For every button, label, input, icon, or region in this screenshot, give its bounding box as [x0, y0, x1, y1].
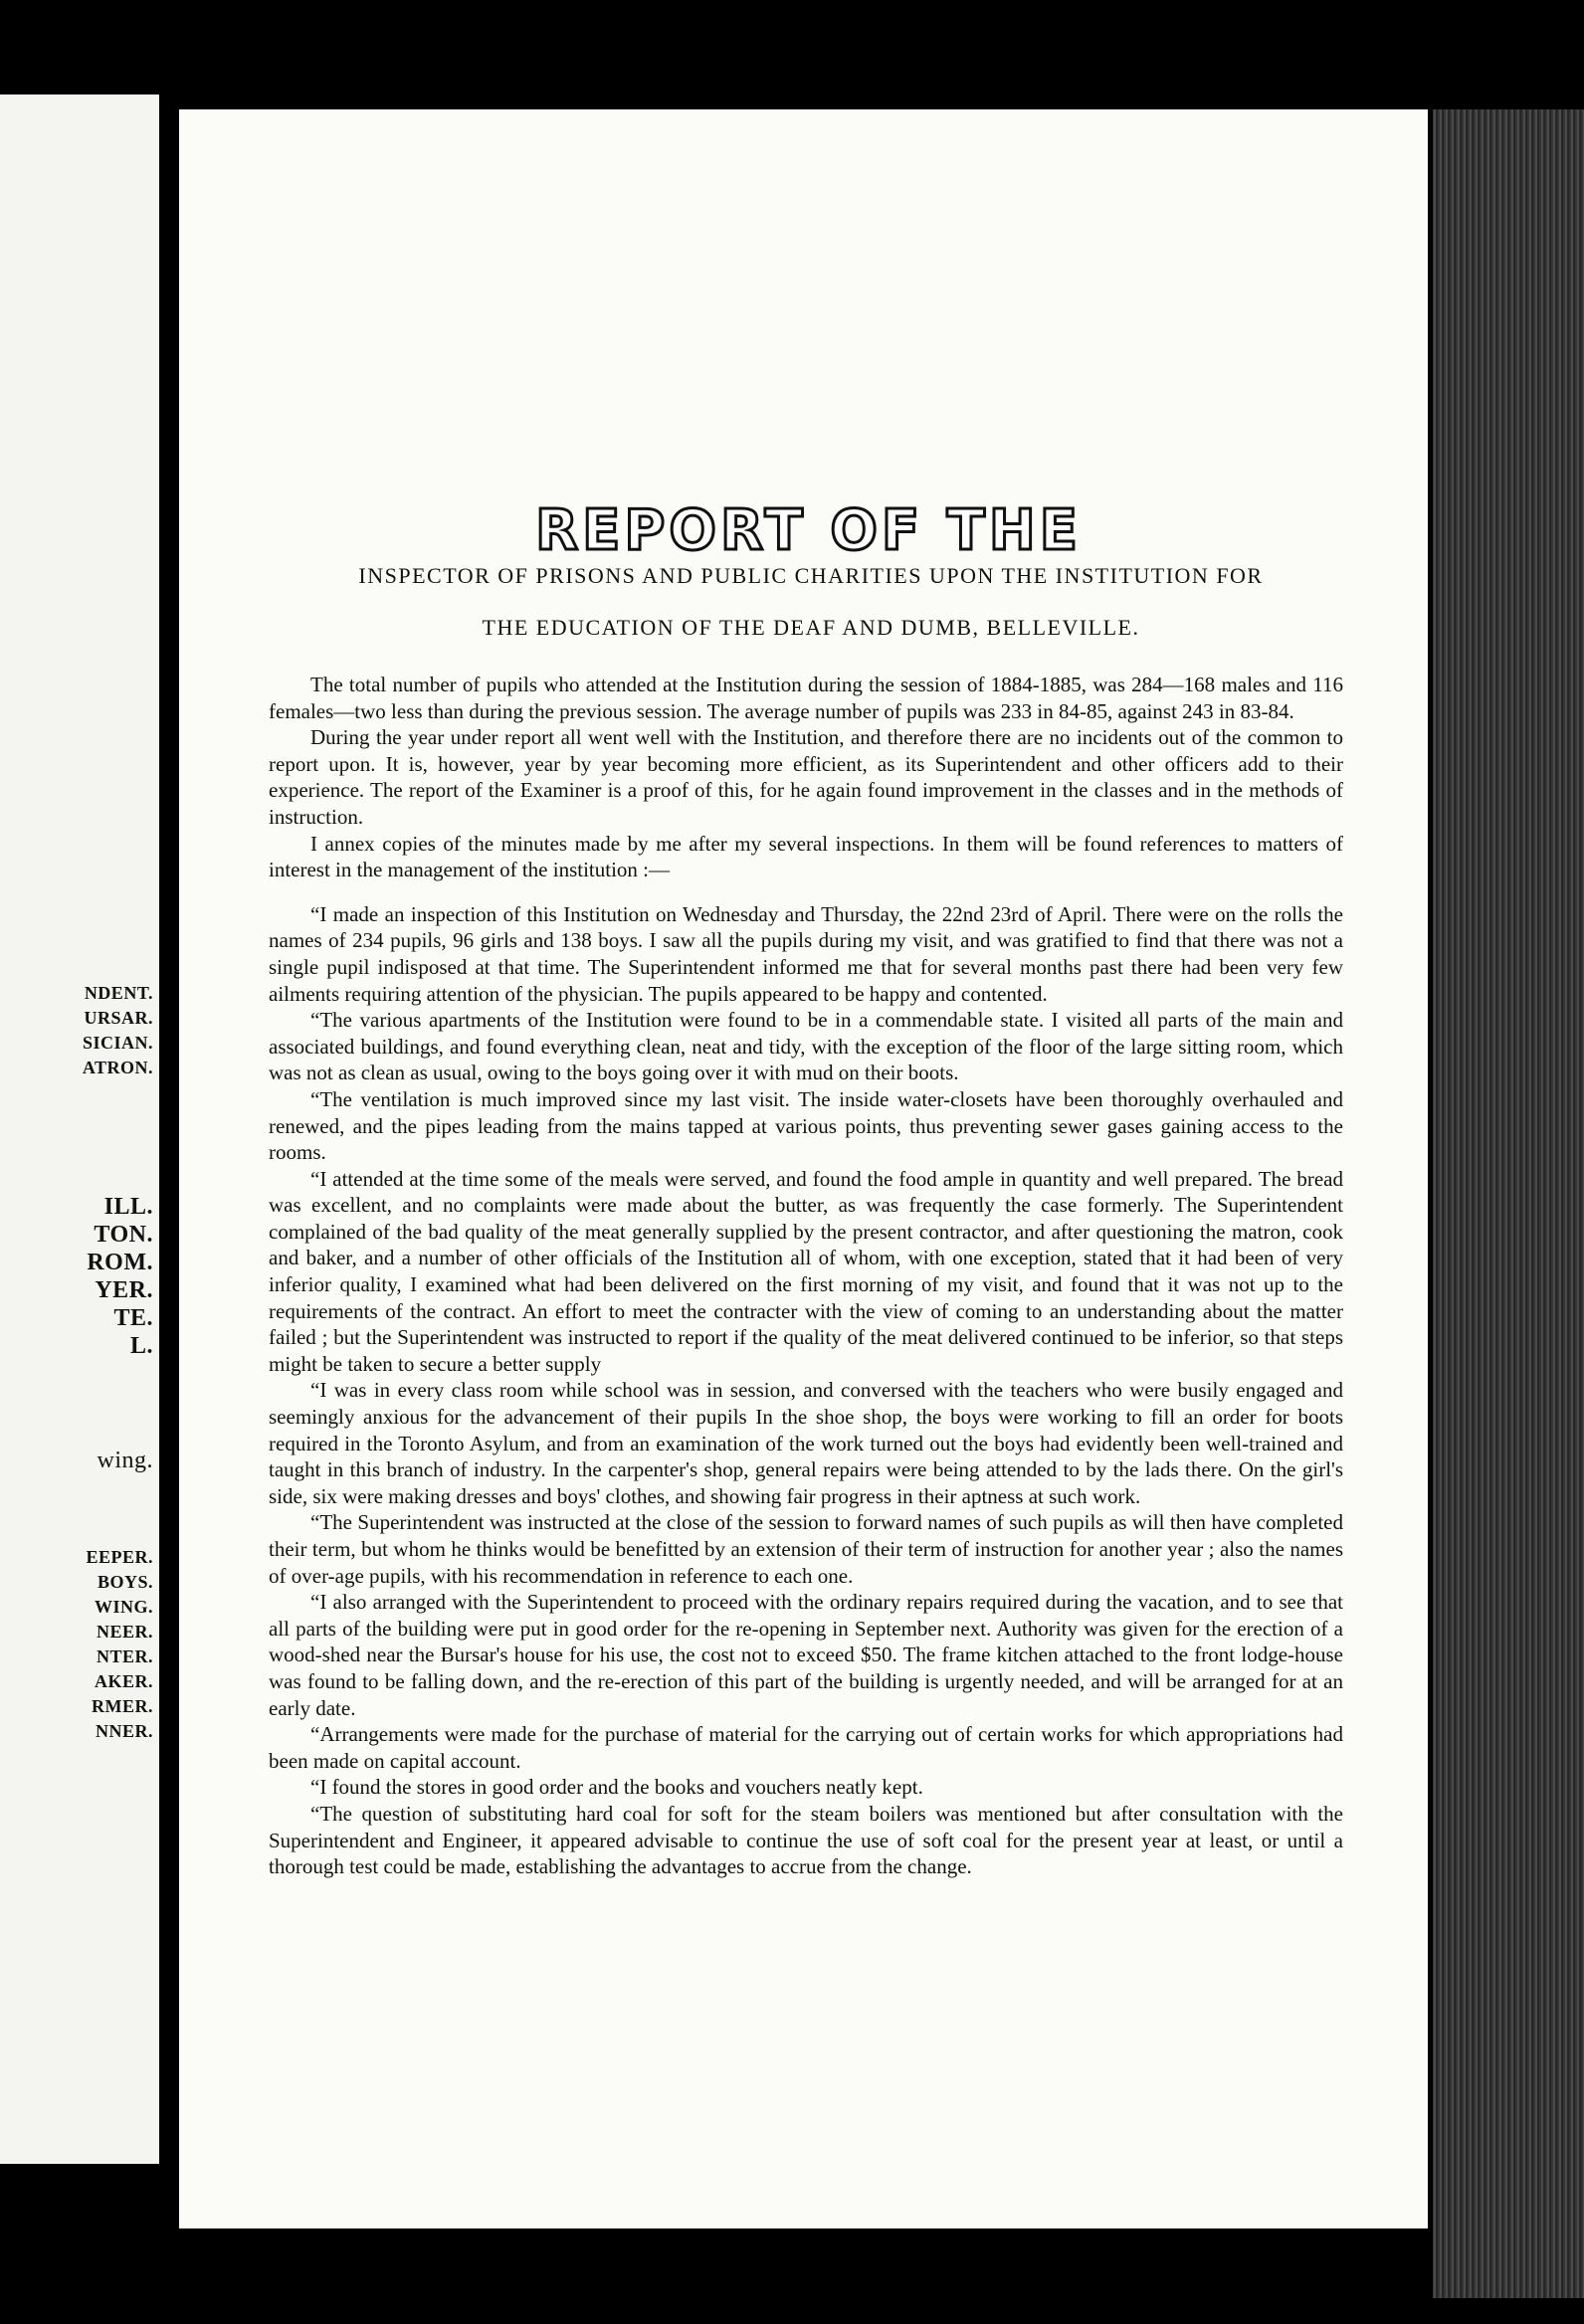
facing-page-fragment: WING. — [94, 1597, 153, 1617]
paragraph: “The various apartments of the Institution were found to be in a commendable state. I visited all parts of the main and associated buildings, and found everything clean, neat and tidy, with the exception of the floor of the large sitting room, which was not as clean as usual, owing to the boys going over it with mud on their boots. — [269, 1008, 1343, 1085]
facing-page-fragment: ATRON. — [82, 1058, 153, 1077]
paragraph: “The Superintendent was instructed at the close of the session to forward names of such pupils as will then have completed their term, but whom he thinks would be benefitted by an extension of their term of instruction for another year ; also the names of over-age pupils, with his recommendation in reference to each one. — [269, 1510, 1343, 1588]
report-subtitle-line1: INSPECTOR OF PRISONS AND PUBLIC CHARITIES UPON THE INSTITUTION FOR — [358, 563, 1264, 588]
facing-page-fragment: TE. — [113, 1305, 153, 1331]
facing-page-fragment: AKER. — [94, 1671, 153, 1691]
facing-page-fragment: ROM. — [87, 1250, 153, 1275]
paragraph: “I also arranged with the Superintendent to proceed with the ordinary repairs required during the vacation, and to see that all parts of the building were put in good order for the re-opening in September next. Authority was given for the erection of a wood-shed near the Bursar's house for his use, the cost not to exceed $50. The frame kitchen attached to the front lodge-house was found to be falling down, and the re-erection of this part of the building is urgently needed, and will be arranged for at an early date. — [269, 1590, 1343, 1720]
facing-page-fragment: NTER. — [96, 1646, 153, 1666]
facing-page-fragment: EEPER. — [86, 1547, 153, 1567]
report-page — [179, 109, 1428, 2228]
facing-page-fragment: URSAR. — [84, 1008, 153, 1028]
report-subtitle-line2: THE EDUCATION OF THE DEAF AND DUMB, BELLEVILLE. — [482, 615, 1140, 640]
facing-page — [0, 95, 159, 2164]
facing-page-fragment: SICIAN. — [82, 1033, 153, 1053]
report-title: REPORT OF THE — [535, 498, 1082, 563]
paragraph: I annex copies of the minutes made by me after my several inspections. In them will be found references to matters of interest in the management of the institution :— — [269, 831, 1343, 882]
paragraph: “The ventilation is much improved since my last visit. The inside water-closets have been thoroughly overhauled and renewed, and the pipes leading from the mains tapped at various points, thus preventing sewer gases gaining access to the rooms. — [269, 1086, 1343, 1165]
facing-page-fragment: TON. — [94, 1222, 153, 1248]
facing-page-fragment: YER. — [95, 1277, 153, 1303]
paragraph: “Arrangements were made for the purchase of material for the carrying out of certain works for which appropriations had been made on capital account. — [269, 1722, 1343, 1773]
facing-page-fragment: NEER. — [96, 1622, 153, 1642]
facing-page-fragment: L. — [129, 1333, 153, 1359]
paragraph: “I attended at the time some of the meals were served, and found the food ample in quantity and well prepared. The bread was excellent, and no complaints were made about the butter, as was frequently the case formerly. The Superintendent complained of the bad quality of the meat generally supplied by the present contractor, and after questioning the matron, cook and baker, and a number of other officials of the Institution all of whom, with one exception, stated that it had been of very inferior quality, I examined what had been delivered on the first morning of my visit, and found that it was not up to the requirements of the contract. An effort to meet the contracter with the view of coming to an understanding about the matter failed ; but the Superintendent was instructed to report if the quality of the meat delivered continued to be inferior, so that steps might be taken to secure a better supply — [269, 1166, 1343, 1376]
report-body — [269, 672, 1343, 1880]
facing-page-fragment: NNER. — [95, 1721, 153, 1741]
facing-page-fragment: ILL. — [103, 1194, 153, 1220]
paragraph: “I made an inspection of this Institution on Wednesday and Thursday, the 22nd 23rd of April. There were on the rolls the names of 234 pupils, 96 girls and 138 boys. I saw all the pupils during my visit, and was gratified to find that there was not a single pupil indisposed at that time. The Superintendent informed me that for several months past there had been very few ailments requiring attention of the physician. The pupils appeared to be happy and contented. — [269, 901, 1343, 1006]
paragraph: The total number of pupils who attended at the Institution during the session of 1884-1885, was 284—168 males and 116 females—two less than during the previous session. The average number of pupils was 233 in 84-85, against 243 in 83-84. — [269, 673, 1343, 723]
book-page-edges — [1433, 109, 1584, 2298]
paragraph: “I found the stores in good order and the books and vouchers neatly kept. — [310, 1775, 923, 1800]
facing-page-fragment: NDENT. — [84, 983, 153, 1003]
facing-page-fragment: RMER. — [92, 1696, 153, 1716]
facing-page-fragment: wing. — [97, 1448, 153, 1473]
paragraph: “The question of substituting hard coal for soft for the steam boilers was mentioned but after consultation with the Superintendent and Engineer, it appeared advisable to continue the use of soft coal for the present year at least, or until a thorough test could be made, establishing the advantages to accrue from the change. — [269, 1801, 1343, 1879]
paragraph: During the year under report all went well with the Institution, and therefore there are no incidents out of the common to report upon. It is, however, year by year becoming more efficient, as its Superintendent and other officers add to their experience. The report of the Examiner is a proof of this, for he again found improvement in the classes and in the methods of instruction. — [269, 725, 1343, 829]
paragraph: “I was in every class room while school was in session, and conversed with the teachers who were busily engaged and seemingly anxious for the advancement of their pupils In the shoe shop, the boys were working to fill an order for boots required in the Toronto Asylum, and from an examination of the work turned out the boys had evidently been well-trained and taught in this branch of industry. In the carpenter's shop, general repairs were being attended to by the lads there. On the girl's side, six were making dresses and boys' clothes, and showing fair progress in their aptness at such work. — [269, 1378, 1343, 1508]
facing-page-fragment: BOYS. — [97, 1572, 153, 1592]
